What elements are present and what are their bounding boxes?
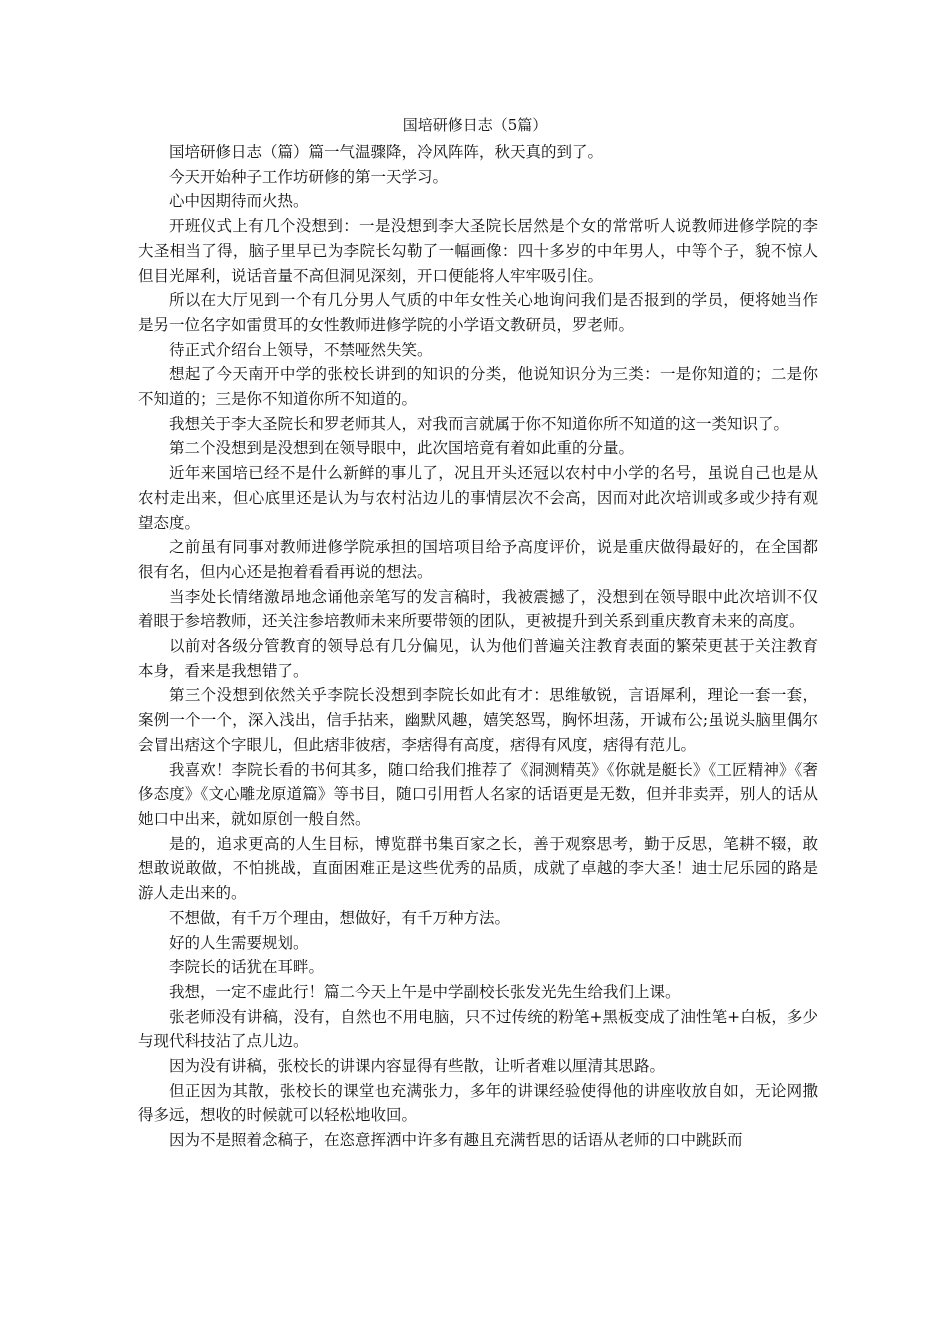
- paragraph: 李院长的话犹在耳畔。: [169, 958, 325, 977]
- paragraph: 好的人生需要规划。: [169, 933, 309, 952]
- paragraph: 因为不是照着念稿子，在恣意挥洒中许多有趣且充满哲思的话语从老师的口中跳跃而: [169, 1131, 743, 1150]
- paragraph: 心中因期待而火热。: [169, 192, 309, 211]
- paragraph: 近年来国培已经不是什么新鲜的事儿了，况且开头还冠以农村中小学的名号，虽说自己也是从农村走出来，但心底里还是认为与农村沾边儿的事情层次不会高，因而对此次培训或多或少持有观望态度。: [138, 464, 818, 532]
- paragraph: 所以在大厅见到一个有几分男人气质的中年女性关心地询问我们是否报到的学员，便将她当作是另一位名字如雷贯耳的女性教师进修学院的小学语文教研员，罗老师。: [138, 291, 818, 334]
- paragraph: 不想做，有千万个理由，想做好，有千万种方法。: [169, 908, 511, 927]
- paragraph: 当李处长情绪激昂地念诵他亲笔写的发言稿时，我被震撼了，没想到在领导眼中此次培训不仅着眼于参培教师，还关注参培教师未来所要带领的团队，更被提升到关系到重庆教育未来的高度。: [138, 587, 818, 631]
- paragraph: 但正因为其散，张校长的课堂也充满张力，多年的讲课经验使得他的讲座收放自如，无论网撒得多远，想收的时候就可以轻松地收回。: [138, 1081, 818, 1125]
- paragraph: 国培研修日志（篇）篇一气温骤降，冷风阵阵，秋天真的到了。: [169, 143, 604, 161]
- paragraph: 待正式介绍台上领导，不禁哑然失笑。: [169, 340, 433, 359]
- paragraph: 之前虽有同事对教师进修学院承担的国培项目给予高度评价，说是重庆做得最好的，在全国都很有名，但内心还是抱着看看再说的想法。: [138, 538, 818, 581]
- paragraph: 以前对各级分管教育的领导总有几分偏见，认为他们普遍关注教育表面的繁荣更甚于关注教育本身，看来是我想错了。: [138, 637, 818, 680]
- paragraph: 第二个没想到是没想到在领导眼中，此次国培竟有着如此重的分量。: [169, 439, 635, 458]
- paragraph: 我想关于李大圣院长和罗老师其人，对我而言就属于你不知道你所不知道的这一类知识了。: [169, 414, 790, 433]
- paragraph: 是的，追求更高的人生目标，博览群书集百家之长，善于观察思考，勤于反思，笔耕不辍，敢想敢说敢做，不怕挑战，直面困难正是这些优秀的品质，成就了卓越的李大圣！迪士尼乐园的路是游人走出来的。: [138, 834, 818, 903]
- paragraph: 我想，一定不虚此行！篇二今天上午是中学副校长张发光先生给我们上课。: [169, 982, 681, 1001]
- paragraph: 张老师没有讲稿，没有，自然也不用电脑，只不过传统的粉笔+黑板变成了油性笔+白板，多少与现代科技沾了点儿边。: [138, 1007, 818, 1051]
- document-title: 国培研修日志（5篇）: [402, 116, 548, 134]
- paragraph: 开班仪式上有几个没想到：一是没想到李大圣院长居然是个女的常常听人说教师进修学院的李大圣相当了得，脑子里早已为李院长勾勒了一幅画像：四十多岁的中年男人，中等个子，貌不惊人但目光犀利，说话音量不高但洞见深刻，开口便能将人牢牢吸引住。: [138, 217, 818, 285]
- paragraph: 今天开始种子工作坊研修的第一天学习。: [169, 167, 449, 186]
- document-body: [138, 140, 818, 1153]
- paragraph: 想起了今天南开中学的张校长讲到的知识的分类，他说知识分为三类：一是你知道的；二是你不知道的；三是你不知道你所不知道的。: [138, 365, 818, 409]
- paragraph: 第三个没想到依然关乎李院长没想到李院长如此有才：思维敏锐，言语犀利，理论一套一套，案例一个一个，深入浅出，信手拈来，幽默风趣，嬉笑怒骂，胸怀坦荡，开诚布公;虽说头脑里偶尔会冒出痞这个字眼儿，但此痞非彼痞，李痞得有高度，痞得有风度，痞得有范儿。: [138, 686, 818, 754]
- paragraph: 我喜欢！李院长看的书何其多，随口给我们推荐了《洞测精英》《你就是艇长》《工匠精神》《奢侈态度》《文心雕龙原道篇》等书目，随口引用哲人名家的话语更是无数，但并非卖弄，别人的话从她口中出来，就如原创一般自然。: [138, 760, 818, 828]
- paragraph: 因为没有讲稿，张校长的讲课内容显得有些散，让听者难以厘清其思路。: [169, 1057, 666, 1076]
